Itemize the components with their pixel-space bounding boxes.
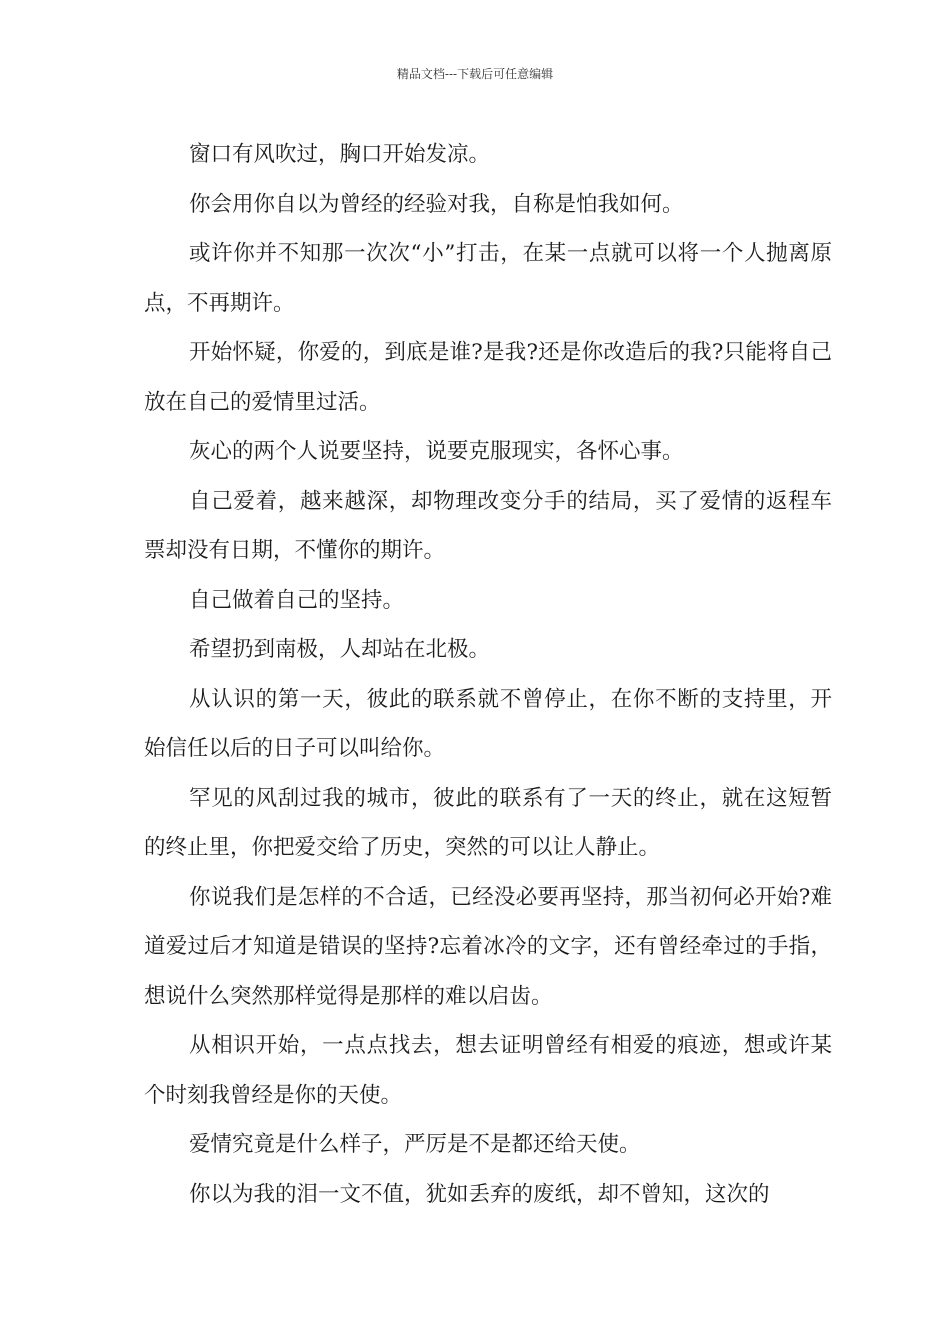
paragraph: 窗口有风吹过，胸口开始发凉。 — [189, 142, 491, 167]
paragraph: 希望扔到南极，人却站在北极。 — [189, 637, 491, 662]
paragraph: 从认识的第一天，彼此的联系就不曾停止，在你不断的支持里，开始信任以后的日子可以叫给你。 — [144, 686, 832, 761]
page-header: 精品文档---下载后可任意编辑 — [396, 67, 554, 81]
paragraph: 爱情究竟是什么样子，严厉是不是都还给天使。 — [189, 1132, 641, 1157]
paragraph: 你说我们是怎样的不合适，已经没必要再坚持，那当初何必开始?难道爱过后才知道是错误的坚持?忘着冰冷的文字，还有曾经牵过的手指，想说什么突然那样觉得是那样的难以启齿。 — [144, 884, 832, 1009]
paragraph: 从相识开始，一点点找去，想去证明曾经有相爱的痕迹，想或许某个时刻我曾经是你的天使。 — [144, 1033, 832, 1108]
document-body — [144, 130, 832, 1219]
paragraph: 灰心的两个人说要坚持，说要克服现实，各怀心事。 — [189, 439, 684, 464]
paragraph: 自己做着自己的坚持。 — [189, 587, 405, 613]
paragraph: 你会用你自以为曾经的经验对我，自称是怕我如何。 — [189, 191, 684, 217]
paragraph: 自己爱着，越来越深，却物理改变分手的结局，买了爱情的返程车票却没有日期，不懂你的期许。 — [144, 488, 832, 563]
paragraph: 你以为我的泪一文不值，犹如丢弃的废纸，却不曾知，这次的 — [189, 1181, 770, 1207]
paragraph: 或许你并不知那一次次“小”打击，在某一点就可以将一个人抛离原点，不再期许。 — [144, 241, 832, 316]
paragraph: 罕见的风刮过我的城市，彼此的联系有了一天的终止，就在这短暂的终止里，你把爱交给了历史，突然的可以让人静止。 — [144, 785, 832, 860]
paragraph: 开始怀疑，你爱的，到底是谁?是我?还是你改造后的我?只能将自己放在自己的爱情里过活。 — [144, 340, 832, 415]
